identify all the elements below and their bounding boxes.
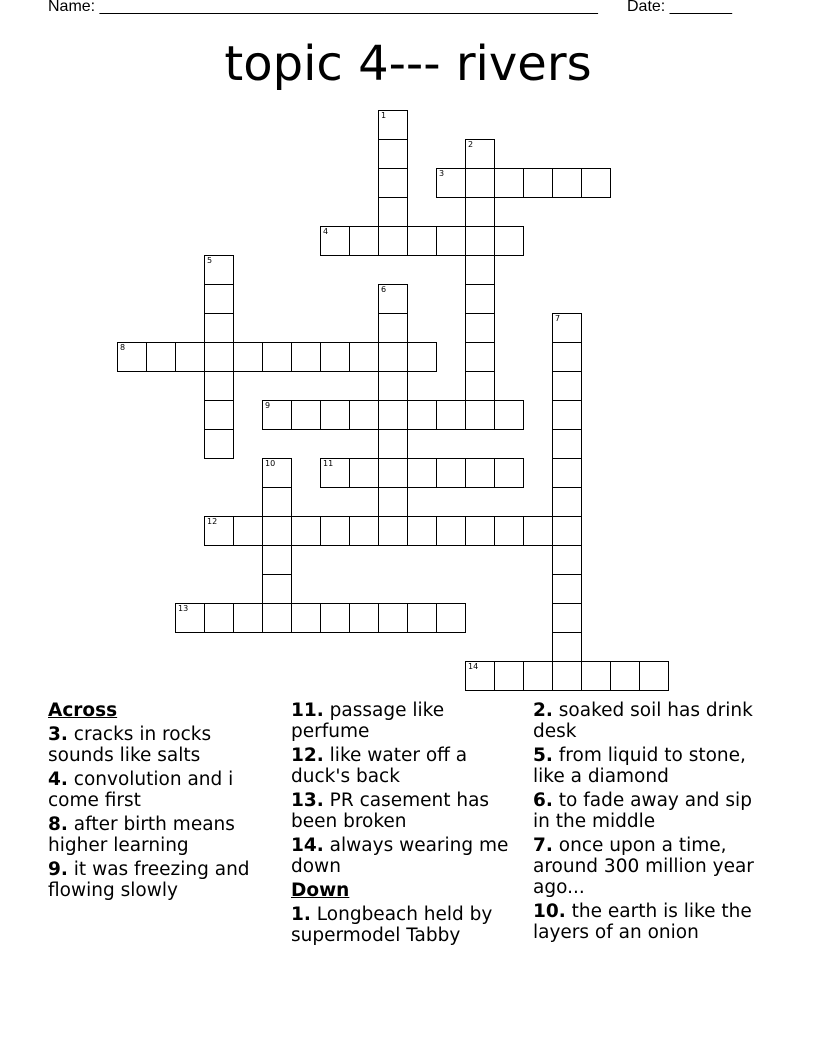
- grid-cell[interactable]: [262, 458, 292, 488]
- grid-cell[interactable]: [494, 516, 524, 546]
- cell-number: 3: [439, 169, 445, 178]
- grid-cell[interactable]: [117, 342, 147, 372]
- cell-number: 14: [468, 662, 479, 671]
- clue-across-9: [48, 859, 278, 901]
- clue-number: 13.: [291, 790, 324, 811]
- grid-cell[interactable]: [262, 603, 292, 633]
- grid-cell[interactable]: [465, 400, 495, 430]
- clue-text: from liquid to stone, like a diamond: [533, 745, 746, 787]
- grid-cell[interactable]: [407, 400, 437, 430]
- grid-cell[interactable]: [378, 516, 408, 546]
- grid-cell[interactable]: [349, 342, 379, 372]
- grid-cell[interactable]: [204, 371, 234, 401]
- grid-cell[interactable]: [320, 516, 350, 546]
- grid-cell[interactable]: [233, 516, 263, 546]
- grid-cell[interactable]: [552, 371, 582, 401]
- grid-cell[interactable]: [320, 342, 350, 372]
- clue-text: always wearing me down: [291, 835, 509, 877]
- grid-cell[interactable]: [204, 255, 234, 285]
- down-heading: Down: [291, 880, 350, 901]
- name-field-label: Name: ________________________________________________________: [48, 0, 598, 15]
- grid-cell[interactable]: [407, 342, 437, 372]
- cell-number: 2: [468, 140, 474, 149]
- grid-cell[interactable]: [320, 603, 350, 633]
- grid-cell[interactable]: [378, 487, 408, 517]
- clue-down-1: [291, 904, 521, 946]
- clues-column-1: [48, 700, 278, 904]
- grid-cell[interactable]: [320, 458, 350, 488]
- grid-cell[interactable]: [465, 255, 495, 285]
- clue-down-2: [533, 700, 763, 742]
- clue-number: 11.: [291, 700, 324, 721]
- clue-across-12: [291, 745, 521, 787]
- grid-cell[interactable]: [581, 661, 611, 691]
- grid-cell[interactable]: [552, 458, 582, 488]
- clue-text: soaked soil has drink desk: [533, 700, 753, 742]
- grid-cell[interactable]: [291, 400, 321, 430]
- grid-cell[interactable]: [262, 487, 292, 517]
- grid-cell[interactable]: [552, 545, 582, 575]
- grid-cell[interactable]: [291, 516, 321, 546]
- grid-cell[interactable]: [552, 313, 582, 343]
- grid-cell[interactable]: [465, 168, 495, 198]
- grid-cell[interactable]: [204, 313, 234, 343]
- grid-cell[interactable]: [378, 226, 408, 256]
- grid-cell[interactable]: [552, 603, 582, 633]
- grid-cell[interactable]: [639, 661, 669, 691]
- grid-cell[interactable]: [465, 313, 495, 343]
- grid-cell[interactable]: [291, 603, 321, 633]
- clue-text: Longbeach held by supermodel Tabby: [291, 904, 493, 946]
- across-heading: Across: [48, 700, 118, 721]
- grid-cell[interactable]: [552, 632, 582, 662]
- grid-cell[interactable]: [552, 429, 582, 459]
- grid-cell[interactable]: [320, 400, 350, 430]
- cell-number: 6: [381, 285, 387, 294]
- grid-cell[interactable]: [552, 400, 582, 430]
- clue-number: 5.: [533, 745, 553, 766]
- grid-cell[interactable]: [494, 226, 524, 256]
- grid-cell[interactable]: [494, 400, 524, 430]
- clues-column-3: [533, 700, 763, 946]
- cell-number: 5: [207, 256, 213, 265]
- clue-text: passage like perfume: [291, 700, 445, 742]
- clue-number: 9.: [48, 859, 68, 880]
- clue-across-8: [48, 814, 278, 856]
- clue-down-10: [533, 901, 763, 943]
- clue-text: the earth is like the layers of an onion: [533, 901, 752, 943]
- grid-cell[interactable]: [581, 168, 611, 198]
- cell-number: 9: [265, 401, 271, 410]
- grid-cell[interactable]: [494, 168, 524, 198]
- grid-cell[interactable]: [552, 661, 582, 691]
- clue-number: 10.: [533, 901, 566, 922]
- grid-cell[interactable]: [378, 197, 408, 227]
- clue-text: it was freezing and flowing slowly: [48, 859, 250, 901]
- grid-cell[interactable]: [378, 603, 408, 633]
- grid-cell[interactable]: [320, 226, 350, 256]
- grid-cell[interactable]: [378, 400, 408, 430]
- grid-cell[interactable]: [349, 458, 379, 488]
- clue-number: 8.: [48, 814, 68, 835]
- grid-cell[interactable]: [204, 516, 234, 546]
- grid-cell[interactable]: [407, 603, 437, 633]
- grid-cell[interactable]: [465, 284, 495, 314]
- grid-cell[interactable]: [407, 458, 437, 488]
- clues-column-2: [291, 700, 521, 949]
- grid-cell[interactable]: [262, 400, 292, 430]
- clue-number: 1.: [291, 904, 311, 925]
- grid-cell[interactable]: [465, 458, 495, 488]
- grid-cell[interactable]: [378, 110, 408, 140]
- clue-down-6: [533, 790, 763, 832]
- grid-cell[interactable]: [465, 516, 495, 546]
- grid-cell[interactable]: [407, 226, 437, 256]
- clue-number: 2.: [533, 700, 553, 721]
- grid-cell[interactable]: [378, 139, 408, 169]
- grid-cell[interactable]: [465, 342, 495, 372]
- grid-cell[interactable]: [262, 545, 292, 575]
- grid-cell[interactable]: [494, 661, 524, 691]
- grid-cell[interactable]: [262, 574, 292, 604]
- clue-number: 14.: [291, 835, 324, 856]
- grid-cell[interactable]: [436, 226, 466, 256]
- grid-cell[interactable]: [552, 574, 582, 604]
- grid-cell[interactable]: [146, 342, 176, 372]
- grid-cell[interactable]: [204, 400, 234, 430]
- grid-cell[interactable]: [204, 342, 234, 372]
- date-field-label: Date: _______: [627, 0, 732, 15]
- clue-across-3: [48, 724, 278, 766]
- grid-cell[interactable]: [552, 516, 582, 546]
- grid-cell[interactable]: [291, 342, 321, 372]
- cell-number: 11: [323, 459, 334, 468]
- clue-text: convolution and i come first: [48, 769, 234, 811]
- grid-cell[interactable]: [436, 603, 466, 633]
- grid-cell[interactable]: [204, 603, 234, 633]
- cell-number: 1: [381, 111, 387, 120]
- page-title: topic 4--- rivers: [224, 36, 592, 92]
- grid-cell[interactable]: [552, 168, 582, 198]
- grid-cell[interactable]: [233, 603, 263, 633]
- grid-cell[interactable]: [494, 458, 524, 488]
- grid-cell[interactable]: [465, 197, 495, 227]
- clue-text: cracks in rocks sounds like salts: [48, 724, 212, 766]
- grid-cell[interactable]: [378, 313, 408, 343]
- grid-cell[interactable]: [436, 458, 466, 488]
- grid-cell[interactable]: [465, 371, 495, 401]
- grid-cell[interactable]: [436, 400, 466, 430]
- grid-cell[interactable]: [349, 226, 379, 256]
- clue-text: like water off a duck's back: [291, 745, 468, 787]
- clue-number: 12.: [291, 745, 324, 766]
- clue-text: to fade away and sip in the middle: [533, 790, 752, 832]
- grid-cell[interactable]: [378, 342, 408, 372]
- grid-cell[interactable]: [349, 400, 379, 430]
- clue-down-7: [533, 835, 763, 898]
- grid-cell[interactable]: [378, 429, 408, 459]
- grid-cell[interactable]: [523, 516, 553, 546]
- clue-number: 3.: [48, 724, 68, 745]
- clue-text: after birth means higher learning: [48, 814, 235, 856]
- grid-cell[interactable]: [233, 342, 263, 372]
- grid-cell[interactable]: [175, 342, 205, 372]
- grid-cell[interactable]: [436, 516, 466, 546]
- clue-text: once upon a time, around 300 million year ago...: [533, 835, 754, 898]
- cell-number: 8: [120, 343, 126, 352]
- clue-text: PR casement has been broken: [291, 790, 490, 832]
- grid-cell[interactable]: [175, 603, 205, 633]
- clue-number: 7.: [533, 835, 553, 856]
- clue-number: 4.: [48, 769, 68, 790]
- clue-across-4: [48, 769, 278, 811]
- grid-cell[interactable]: [552, 487, 582, 517]
- grid-cell[interactable]: [349, 603, 379, 633]
- grid-cell[interactable]: [349, 516, 379, 546]
- grid-cell[interactable]: [407, 516, 437, 546]
- grid-cell[interactable]: [378, 284, 408, 314]
- grid-cell[interactable]: [262, 342, 292, 372]
- clue-across-11: [291, 700, 521, 742]
- grid-cell[interactable]: [436, 168, 466, 198]
- cell-number: 10: [265, 459, 276, 468]
- clue-across-13: [291, 790, 521, 832]
- grid-cell[interactable]: [465, 226, 495, 256]
- grid-cell[interactable]: [610, 661, 640, 691]
- grid-cell[interactable]: [465, 661, 495, 691]
- grid-cell[interactable]: [465, 139, 495, 169]
- cell-number: 7: [555, 314, 561, 323]
- grid-cell[interactable]: [523, 168, 553, 198]
- cell-number: 4: [323, 227, 329, 236]
- cell-number: 12: [207, 517, 218, 526]
- clue-across-14: [291, 835, 521, 877]
- grid-cell[interactable]: [204, 284, 234, 314]
- grid-cell[interactable]: [378, 168, 408, 198]
- grid-cell[interactable]: [262, 516, 292, 546]
- grid-cell[interactable]: [552, 342, 582, 372]
- grid-cell[interactable]: [378, 371, 408, 401]
- grid-cell[interactable]: [378, 458, 408, 488]
- grid-cell[interactable]: [204, 429, 234, 459]
- clue-number: 6.: [533, 790, 553, 811]
- grid-cell[interactable]: [523, 661, 553, 691]
- cell-number: 13: [178, 604, 189, 613]
- clue-down-5: [533, 745, 763, 787]
